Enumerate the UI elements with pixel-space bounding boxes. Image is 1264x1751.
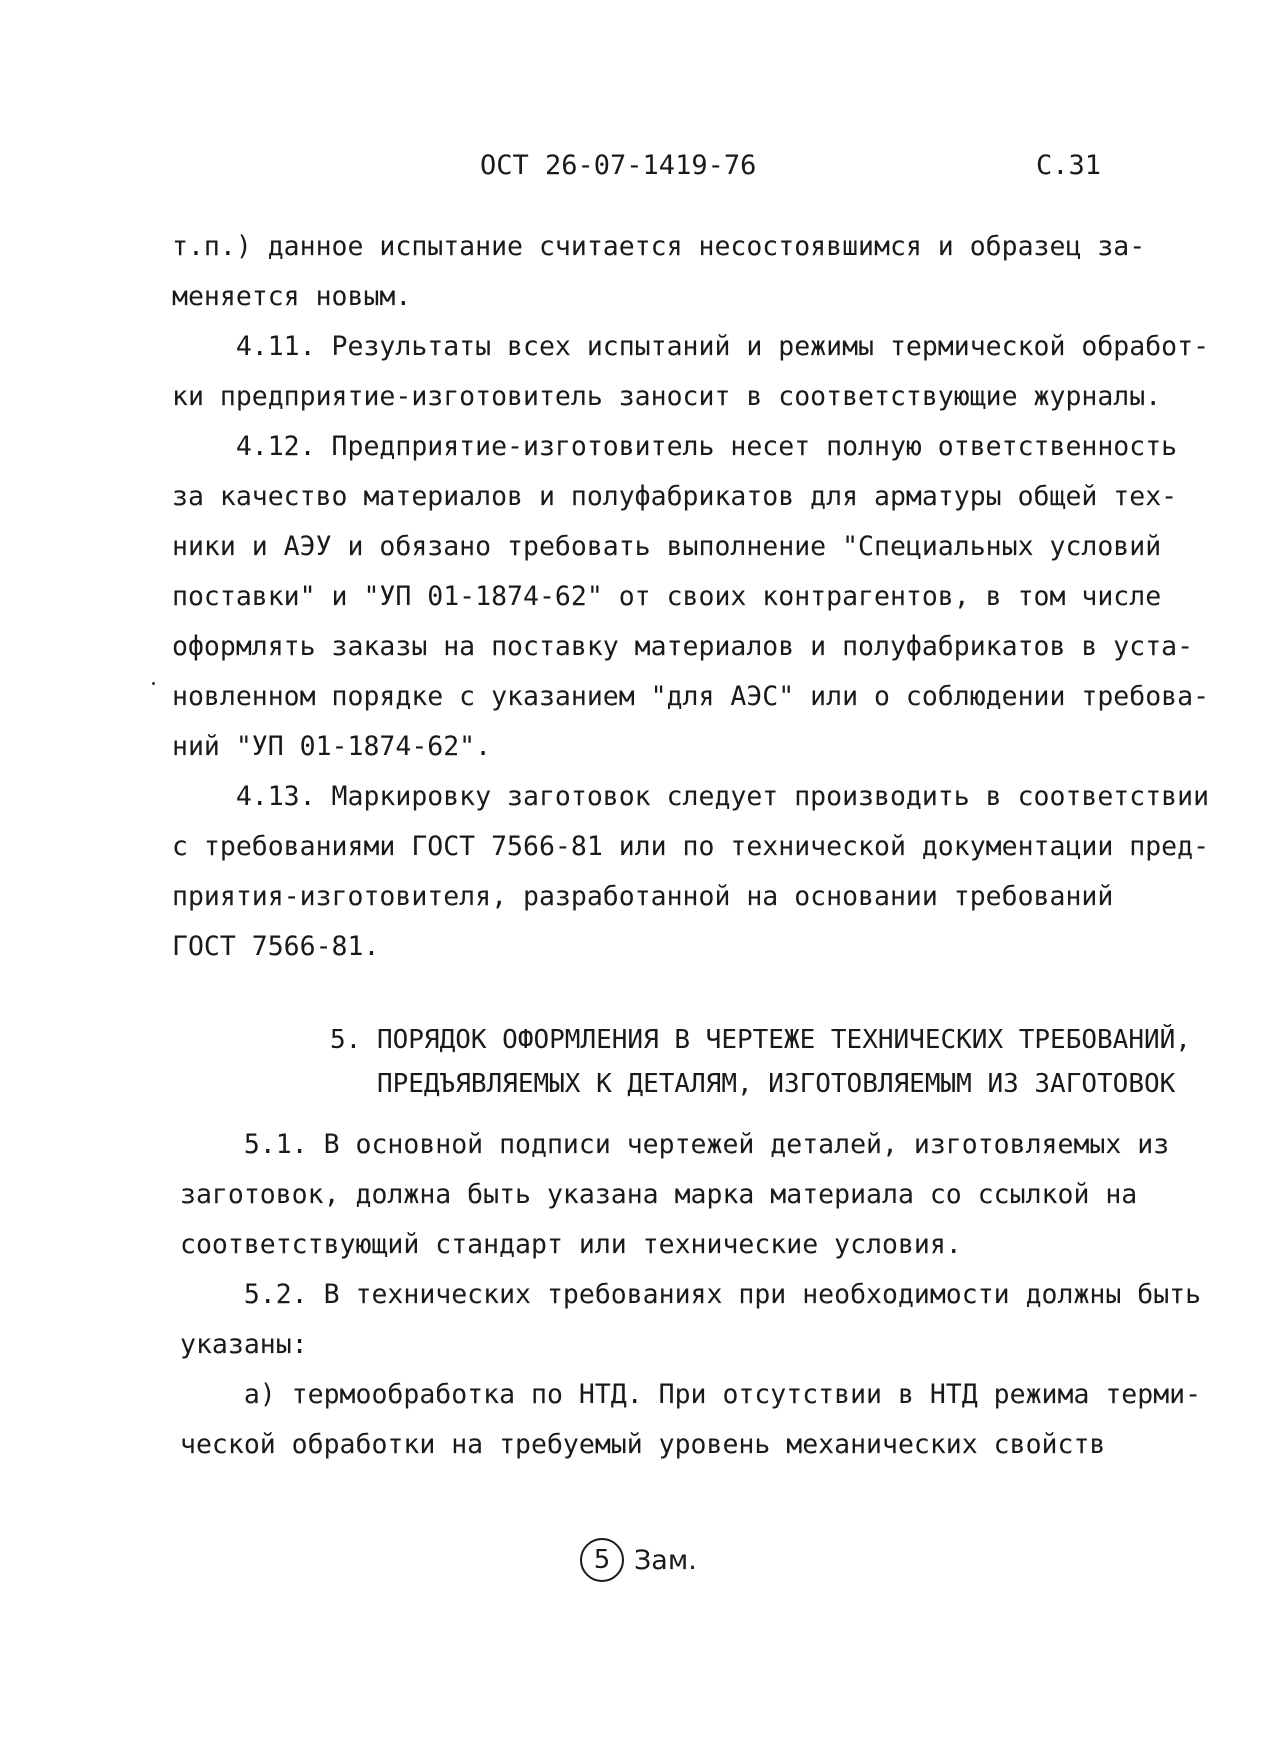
text-line: оформлять заказы на поставку материалов и полуфабрикатов в уста- <box>172 631 1194 662</box>
text-line: ники и АЭУ и обязано требовать выполнение "Специальных условий <box>172 531 1162 562</box>
text-line: соответствующий стандарт или технические условия. <box>180 1229 962 1260</box>
text-block-bottom <box>180 1120 1202 1470</box>
text-line: 5.1. В основной подписи чертежей деталей, изготовляемых из <box>180 1129 1170 1160</box>
text-line: ГОСТ 7566-81. <box>172 931 380 962</box>
section-title-line: ПРЕДЪЯВЛЯЕМЫХ К ДЕТАЛЯМ, ИЗГОТОВЛЯЕМЫМ ИЗ ЗАГОТОВОК <box>330 1069 1176 1099</box>
revision-mark <box>580 1538 697 1582</box>
text-line: ки предприятие-изготовитель заносит в соответствующие журналы. <box>172 381 1162 412</box>
text-line: указаны: <box>180 1329 308 1360</box>
text-line: 4.11. Результаты всех испытаний и режимы термической обработ- <box>172 331 1210 362</box>
text-line: с требованиями ГОСТ 7566-81 или по технической документации пред- <box>172 831 1210 862</box>
text-line: а) термообработка по НТД. При отсутствии в НТД режима терми- <box>180 1379 1202 1410</box>
text-line: заготовок, должна быть указана марка материала со ссылкой на <box>180 1179 1138 1210</box>
text-line: меняется новым. <box>172 281 412 312</box>
text-line: 4.12. Предприятие-изготовитель несет полную ответственность <box>172 431 1178 462</box>
text-line: 5.2. В технических требованиях при необходимости должны быть <box>180 1279 1202 1310</box>
text-line: 4.13. Маркировку заготовок следует производить в соответствии <box>172 781 1210 812</box>
text-line: поставки" и "УП 01-1874-62" от своих контрагентов, в том числе <box>172 581 1162 612</box>
text-line: т.п.) данное испытание считается несостоявшимся и образец за- <box>172 231 1146 262</box>
scan-speck <box>152 682 155 685</box>
text-block-top <box>172 222 1210 972</box>
revision-label: Зам. <box>634 1544 697 1576</box>
section-title <box>330 1018 1191 1106</box>
page-number: С.31 <box>1036 150 1102 181</box>
section-title-line: 5. ПОРЯДОК ОФОРМЛЕНИЯ В ЧЕРТЕЖЕ ТЕХНИЧЕСКИХ ТРЕБОВАНИЙ, <box>330 1025 1191 1055</box>
revision-number: 5 <box>580 1538 624 1582</box>
text-line: новленном порядке с указанием "для АЭС" или о соблюдении требова- <box>172 681 1210 712</box>
text-line: ческой обработки на требуемый уровень механических свойств <box>180 1429 1106 1460</box>
document-code: ОСТ 26-07-1419-76 <box>480 150 757 181</box>
text-line: ний "УП 01-1874-62". <box>172 731 492 762</box>
text-line: за качество материалов и полуфабрикатов для арматуры общей тех- <box>172 481 1178 512</box>
text-line: приятия-изготовителя, разработанной на основании требований <box>172 881 1114 912</box>
